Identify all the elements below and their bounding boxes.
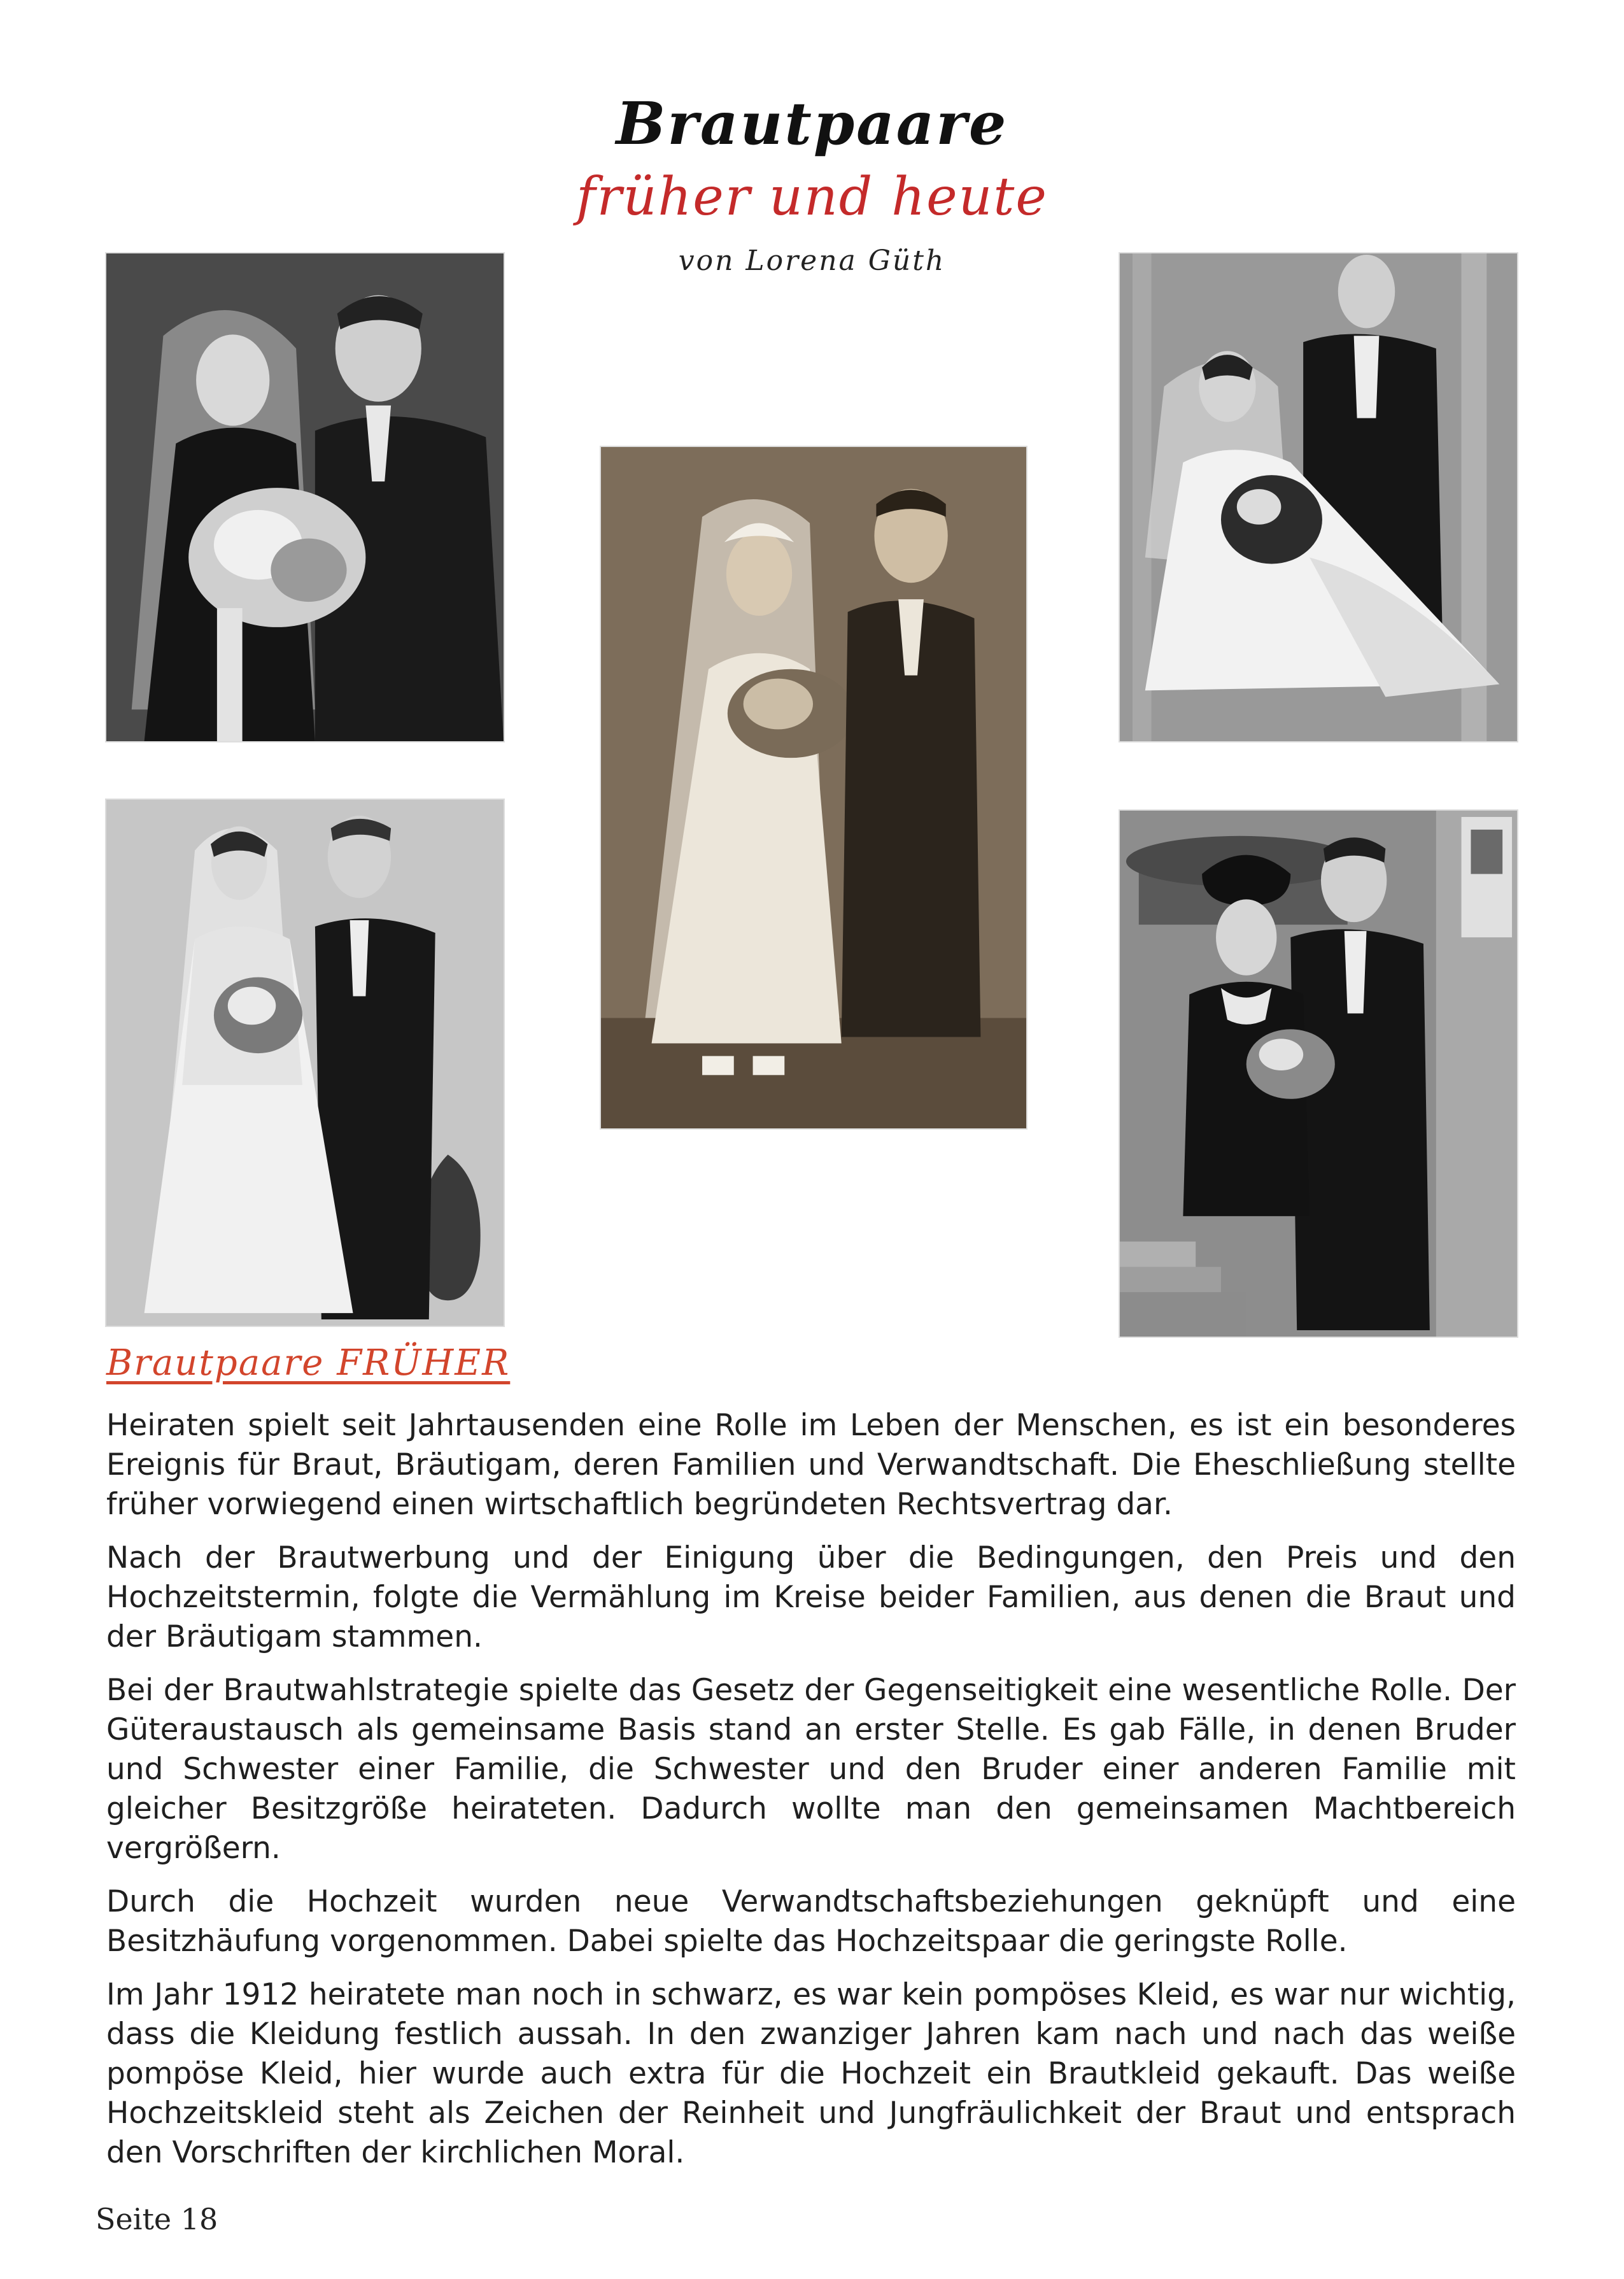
page-subtitle: früher und heute <box>576 167 1048 227</box>
paragraph-3: Bei der Brautwahlstrategie spielte das Gesetz der Gegenseitigkeit eine wesentliche Rolle. Der Güteraustausch als gemeinsame Basis stand an erster Stelle. Es gab Fälle, in denen Bruder und Schwester einer Familie, die Schwester und den Bruder einer anderen Familie mit gleicher Besitzgröße heirateten. Dadurch wollte man den gemeinsamen Machtbereich vergrößern. <box>106 1673 1516 1866</box>
paragraph-4: Durch die Hochzeit wurden neue Verwandtschaftsbeziehungen geknüpft und eine Besitzhäufung vorgenommen. Dabei spielte das Hochzeitspaar die geringste Rolle. <box>106 1884 1516 1959</box>
paragraph-1: Heiraten spielt seit Jahrtausenden eine Rolle im Leben der Menschen, es ist ein besonderes Ereignis für Braut, Bräutigam, deren Familien und Verwandtschaft. Die Eheschließung stellte früher vorwiegend einen wirtschaftlich begründeten Rechtsvertrag dar. <box>106 1408 1516 1522</box>
wedding-photo-4 <box>105 799 505 1327</box>
paragraph-2: Nach der Brautwerbung und der Einigung über die Bedingungen, den Preis und den Hochzeitstermin, folgte die Vermählung im Kreise beider Familien, aus denen die Braut und der Bräutigam stammen. <box>106 1540 1516 1654</box>
article-body <box>106 1406 1516 2187</box>
wedding-photo-5 <box>1119 809 1518 1338</box>
wedding-photo-3 <box>1119 252 1518 742</box>
author-line: von Lorena Güth <box>678 245 946 277</box>
wedding-photo-1 <box>105 252 505 742</box>
wedding-photo-2 <box>600 446 1027 1130</box>
page-number: Seite 18 <box>95 2202 218 2236</box>
paragraph-5: Im Jahr 1912 heiratete man noch in schwarz, es war kein pompöses Kleid, es war nur wichtig, dass die Kleidung festlich aussah. In den zwanziger Jahren kam nach und nach das weiße pompöse Kleid, hier wurde auch extra für die Hochzeit ein Brautkleid gekauft. Das weiße Hochzeitskleid steht als Zeichen der Reinheit und Jungfräulichkeit der Braut und entsprach den Vorschriften der kirchlichen Moral. <box>106 1977 1516 2170</box>
page-title: Brautpaare <box>616 89 1008 158</box>
section-heading: Brautpaare FRÜHER <box>106 1342 511 1384</box>
